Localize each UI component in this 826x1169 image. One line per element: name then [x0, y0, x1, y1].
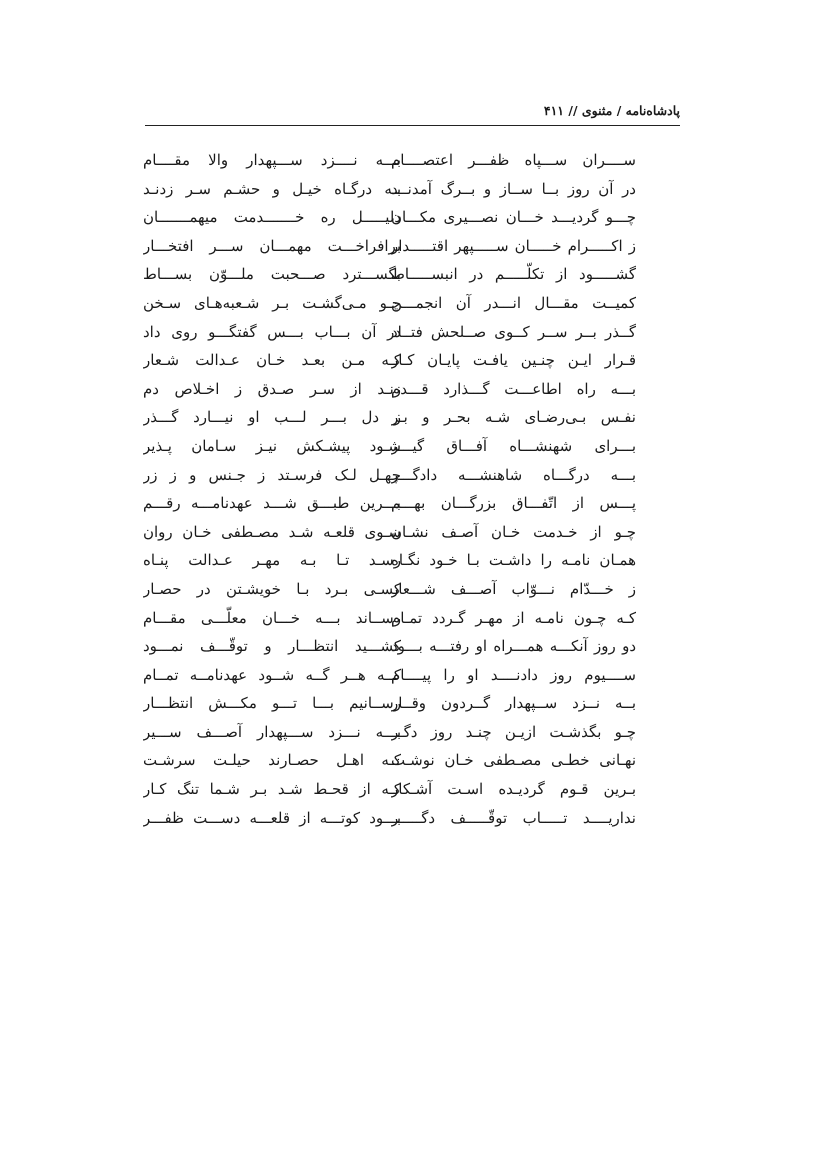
hemistich-second: کــه هــر گــه شــود عهدنامــه تمــام — [143, 665, 401, 684]
hemistich-second: چـو مـی‌گشـت بـر شـعبه‌هـای سـخن — [143, 293, 401, 312]
couplet — [0, 661, 826, 690]
couplet — [0, 689, 826, 718]
hemistich-first: در آن روز بــا ســاز و بــرگ آمدنــد — [391, 179, 636, 198]
hemistich-second: بگســـترد صـــحبت ملـــوّن بســـاط — [143, 265, 401, 284]
hemistich-second: برافراخـــت مهمـــان ســـر افتخـــار — [143, 236, 401, 255]
hemistich-first: بـــه درگـــاه شاهنشـــه دادگـــر — [391, 465, 636, 484]
hemistich-first: دو روز آنکـــه همـــراه او رفتـــه بـــود — [391, 637, 636, 656]
hemistich-second: در آن بـــاب بـــس گفتگـــو روی داد — [143, 322, 401, 341]
couplet — [0, 403, 826, 432]
hemistich-first: همـان نامـه را داشـت بـا خـود نگـاه — [391, 551, 636, 570]
hemistich-second: بـه درگـاه خیـل و حشـم سـر زدنـد — [143, 179, 401, 198]
hemistich-second: شـود پیشـکش نیـز سـامان پـذیر — [143, 436, 401, 455]
couplet — [0, 775, 826, 804]
header-divider — [145, 125, 680, 126]
couplet — [0, 632, 826, 661]
hemistich-first: گــذر بــر ســر کــوی صــلحش فتــاد — [391, 322, 636, 341]
hemistich-second: کـه مـن بعـد خـان عـدالت شـعار — [143, 351, 401, 370]
couplet — [0, 432, 826, 461]
hemistich-first: گشـــــود از تکلّـــــم در انبســـــاط — [391, 265, 636, 284]
hemistich-first: چـو از خـدمت خـان آصـف نشـان — [391, 522, 636, 541]
hemistich-second: چهـل لـک فرسـتد ز جـنس و ز زر — [143, 465, 401, 484]
hemistich-first: چـــو گردیـــد خـــان نصـــیری مکـــان — [391, 208, 636, 227]
hemistich-first: ز خـــدّام نـــوّاب آصـــف شـــعار — [391, 579, 636, 598]
hemistich-second: رســانیم بـــا تـــو مکـــش انتظـــار — [143, 694, 401, 713]
hemistich-second: کشـــید انتظـــار و توقّـــف نمـــود — [143, 637, 401, 656]
hemistich-first: نداریــــد تـــــاب توقّـــــف دگـــــر — [391, 808, 636, 827]
couplet — [0, 203, 826, 232]
hemistich-second: سـوی قلعـه شـد مصـطفی خـان روان — [143, 522, 401, 541]
couplet — [0, 175, 826, 204]
couplet — [0, 260, 826, 289]
hemistich-first: بـــرای شهنشـــاه آفـــاق گیـــر — [391, 436, 636, 455]
couplet — [0, 375, 826, 404]
couplet — [0, 604, 826, 633]
hemistich-first: ســــران ســـپاه ظفـــر اعتصــــام — [391, 151, 636, 169]
hemistich-first: کـه چـون نامـه از مهـر گـردد تمـام — [391, 608, 636, 627]
hemistich-second: بـــه نـــزد ســـپهدار آصـــف ســـیر — [143, 722, 401, 741]
hemistich-first: ســــیوم روز دادنــــد او را پیــــام — [391, 665, 636, 684]
hemistich-first: بـرین قـوم گردیـده اسـت آشـکار — [391, 780, 636, 799]
hemistich-first: بــه نــزد ســپهدار گــردون وقــار — [391, 694, 636, 713]
hemistich-first: بـــه راه اطاعـــت گـــذارد قـــدم — [391, 379, 636, 398]
hemistich-first: ز اکـــــرام خـــــان ســـــپهر اقتـــــدار — [391, 236, 636, 255]
hemistich-second: کسـی بـرد بـا خویشـتن در حصـار — [143, 579, 401, 598]
couplet — [0, 718, 826, 747]
poem-body — [0, 146, 826, 832]
couplet — [0, 318, 826, 347]
hemistich-second: ز دل بـــر لـــب او نیـــارد گـــذر — [143, 408, 401, 427]
hemistich-first: پـــس از اتّفـــاق بزرگـــان بهـــم — [391, 494, 636, 513]
hemistich-second: بـــه نــــزد ســـپهدار والا مقــــام — [143, 151, 401, 169]
hemistich-second: بـــرین طبـــق شـــد عهدنامـــه رقـــم — [143, 494, 401, 513]
hemistich-second: رسـد تـا بـه مهـر عـدالت پنـاه — [143, 551, 401, 570]
couplet — [0, 232, 826, 261]
couplet — [0, 461, 826, 490]
hemistich-second: رســاند بـــه خـــان معلّـــی مقـــام — [143, 608, 401, 627]
couplet — [0, 489, 826, 518]
couplet — [0, 346, 826, 375]
couplet — [0, 575, 826, 604]
couplet — [0, 746, 826, 775]
hemistich-first: چـو بگذشـت ازیـن چنـد روز دگـر — [391, 722, 636, 741]
hemistich-second: کـه از قحـط شـد بـر شـما تنگ کـار — [143, 780, 401, 799]
hemistich-second: دلیـــــل ره خـــــــدمت میهمـــــــان — [143, 208, 401, 227]
couplet — [0, 518, 826, 547]
couplet — [0, 546, 826, 575]
couplet — [0, 146, 826, 175]
hemistich-first: نفـس بـی‌رضـای شـه بحـر و بـر — [391, 408, 636, 427]
hemistich-second: کـه اهـل حصـارند حیلـت سرشـت — [143, 751, 401, 770]
couplet — [0, 289, 826, 318]
hemistich-first: قـرار ایـن چنـین یافـت پایـان کـار — [391, 351, 636, 370]
couplet — [0, 804, 826, 833]
running-header: پادشاه‌نامه / مثنوی // ۴۱۱ — [543, 103, 680, 118]
hemistich-second: زنـد از سـر صـدق ز اخـلاص دم — [143, 379, 401, 398]
hemistich-first: کمیــت مقـــال انـــدر آن انجمـــن — [391, 293, 636, 312]
hemistich-first: نهـانی خطـی مصـطفی خـان نوشـت — [391, 751, 636, 770]
hemistich-second: بـــود کوتـــه از قلعـــه دســـت ظفـــر — [143, 808, 401, 827]
